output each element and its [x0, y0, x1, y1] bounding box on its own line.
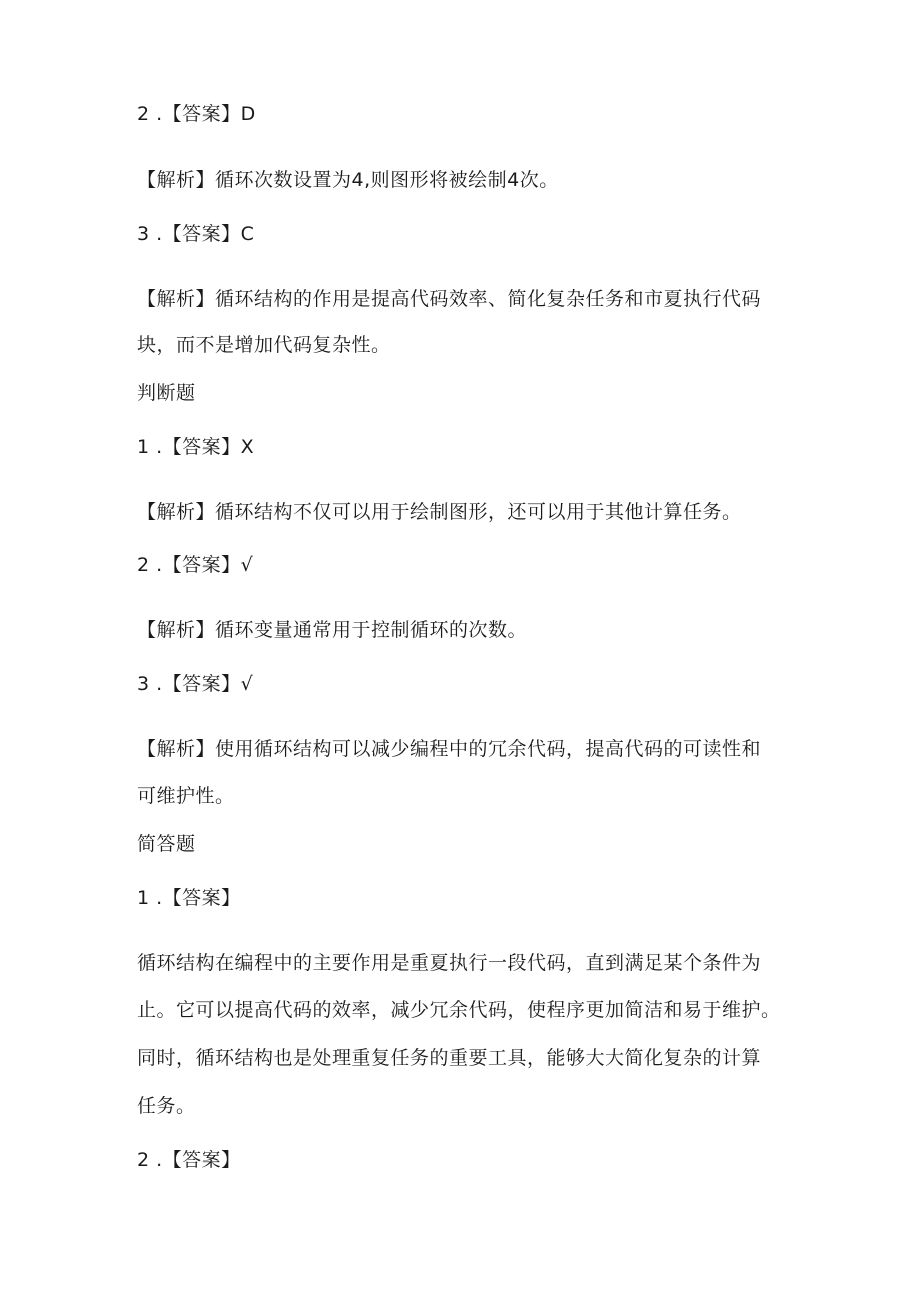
section-heading-short-answer: 简答题 — [137, 833, 196, 855]
answer-1-sa-body-line3: 同时，循环结构也是处理重复任务的重要工具，能够大大简化复杂的计算 — [137, 1047, 762, 1069]
answer-2-sa: 2 .【答案】 — [137, 1149, 241, 1171]
explanation-2-mc: 【解析】循环次数设置为4,则图形将被绘制4次。 — [137, 169, 559, 191]
section-heading-true-false: 判断题 — [137, 382, 196, 404]
explanation-3-mc-line2: 块，而不是增加代码复杂性。 — [137, 334, 391, 356]
explanation-3-mc-line1: 【解析】循环结构的作用是提高代码效率、简化复杂任务和市夏执行代码 — [137, 288, 762, 310]
explanation-3-tf-line2: 可维护性。 — [137, 785, 235, 807]
answer-1-sa-body-line1: 循环结构在编程中的主要作用是重夏执行一段代码，直到满足某个条件为 — [137, 952, 762, 974]
answer-3-mc: 3 .【答案】C — [137, 223, 255, 245]
answer-1-tf: 1 .【答案】X — [137, 436, 255, 458]
answer-1-sa-body-line4: 任务。 — [137, 1095, 196, 1117]
answer-2-mc: 2 .【答案】D — [137, 103, 256, 125]
answer-2-tf: 2 .【答案】√ — [137, 554, 254, 576]
answer-1-sa: 1 .【答案】 — [137, 887, 241, 909]
explanation-3-tf-line1: 【解析】使用循环结构可以减少编程中的冗余代码，提高代码的可读性和 — [137, 738, 762, 760]
explanation-2-tf: 【解析】循环变量通常用于控制循环的次数。 — [137, 619, 528, 641]
explanation-1-tf: 【解析】循环结构不仅可以用于绘制图形，还可以用于其他计算任务。 — [137, 501, 742, 523]
answer-1-sa-body-line2: 止。它可以提高代码的效率，减少冗余代码，使程序更加简洁和易于维护。 — [137, 999, 781, 1021]
answer-3-tf: 3 .【答案】√ — [137, 673, 254, 695]
